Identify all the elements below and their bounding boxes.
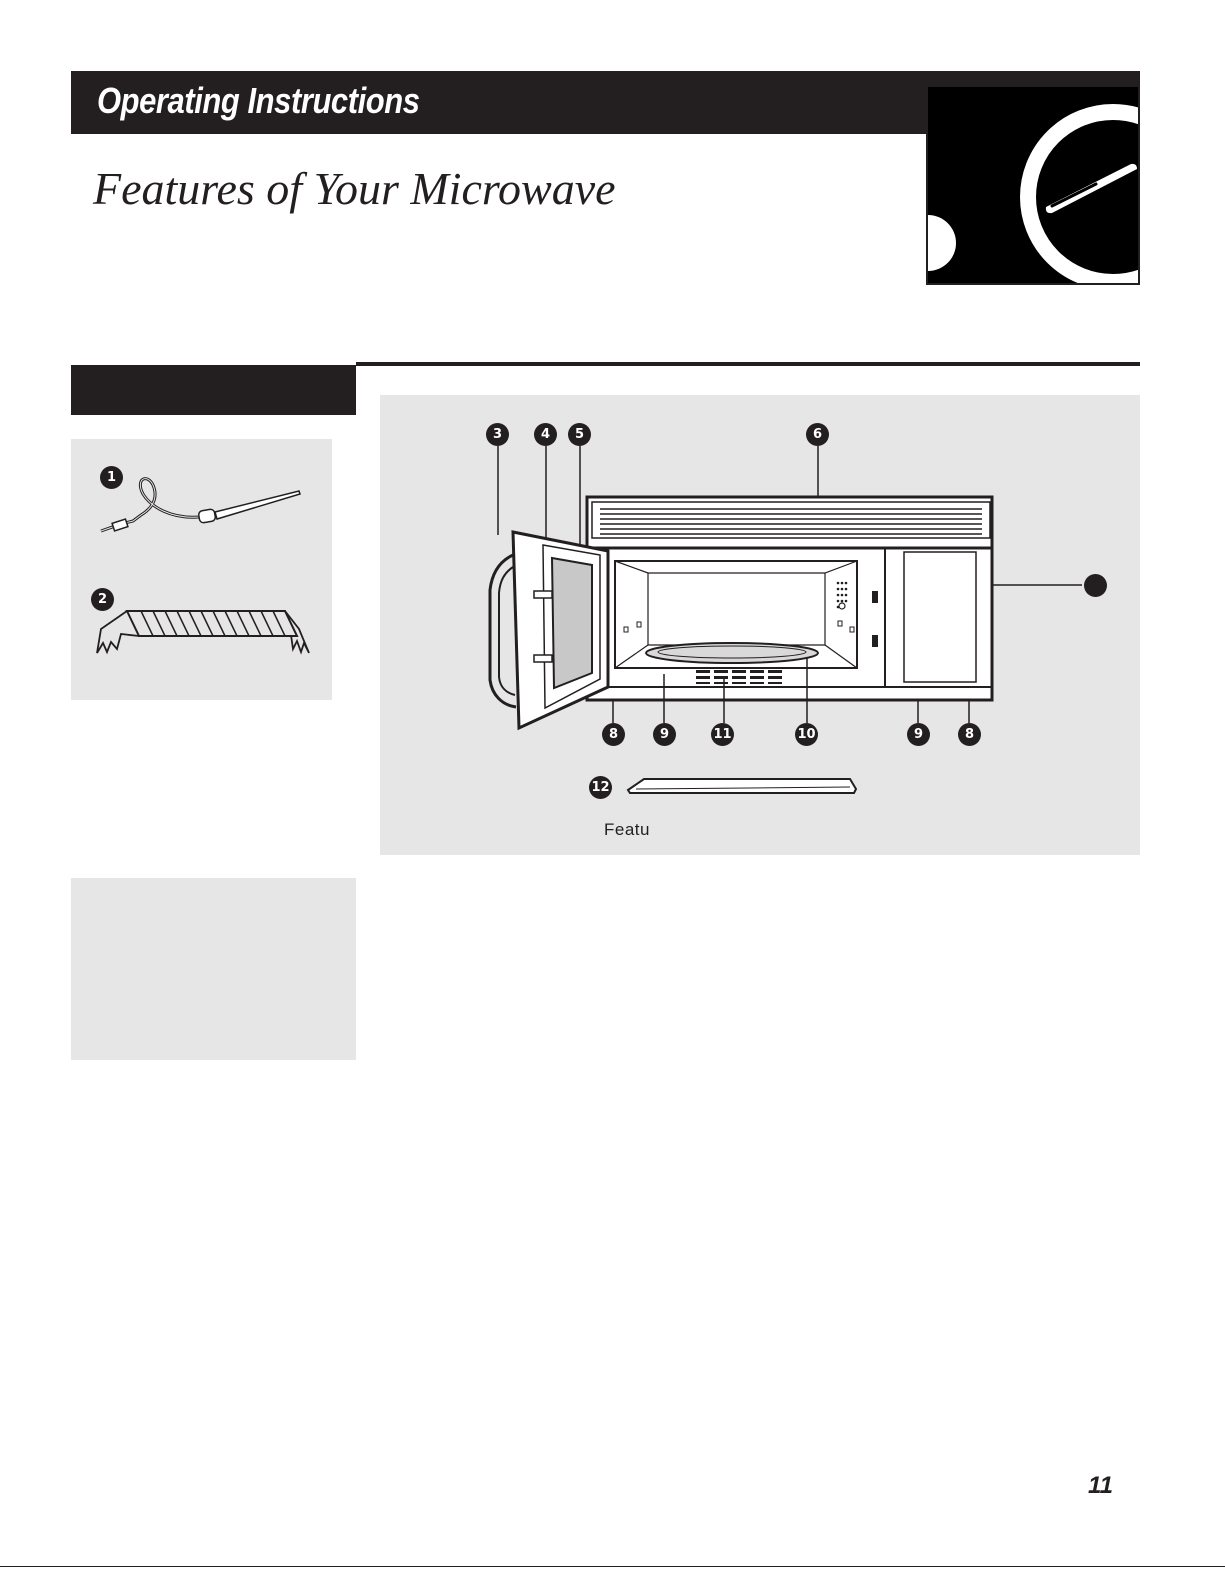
callout-6: 6	[806, 423, 829, 446]
callout-8-left: 8	[602, 723, 625, 746]
callout-4: 4	[534, 423, 557, 446]
callout-12: 12	[589, 776, 612, 799]
section-rule	[356, 362, 1140, 366]
callout-5: 5	[568, 423, 591, 446]
callout-7	[1084, 574, 1107, 597]
accessories-panel	[71, 439, 332, 700]
note-panel	[71, 878, 356, 1060]
section-title: Operating Instructions	[97, 80, 420, 121]
callout-2: 2	[91, 588, 114, 611]
callout-10: 10	[795, 723, 818, 746]
callout-9-left: 9	[653, 723, 676, 746]
callout-8-right: 8	[958, 723, 981, 746]
page-title: Features of Your Microwave	[93, 163, 616, 214]
microwave-diagram-panel	[380, 395, 1140, 855]
page-number: 11	[1088, 1472, 1113, 1499]
sidebar-heading-block	[71, 365, 356, 415]
cooking-rack-icon	[71, 439, 332, 700]
callout-11: 11	[711, 723, 734, 746]
callout-9-right: 9	[907, 723, 930, 746]
microwave-oven-illustration	[380, 395, 1140, 855]
dial-icon	[926, 85, 1140, 285]
diagram-caption: Featu	[604, 820, 650, 839]
callout-3: 3	[486, 423, 509, 446]
callout-1: 1	[100, 466, 123, 489]
bottom-rule	[0, 1566, 1225, 1567]
